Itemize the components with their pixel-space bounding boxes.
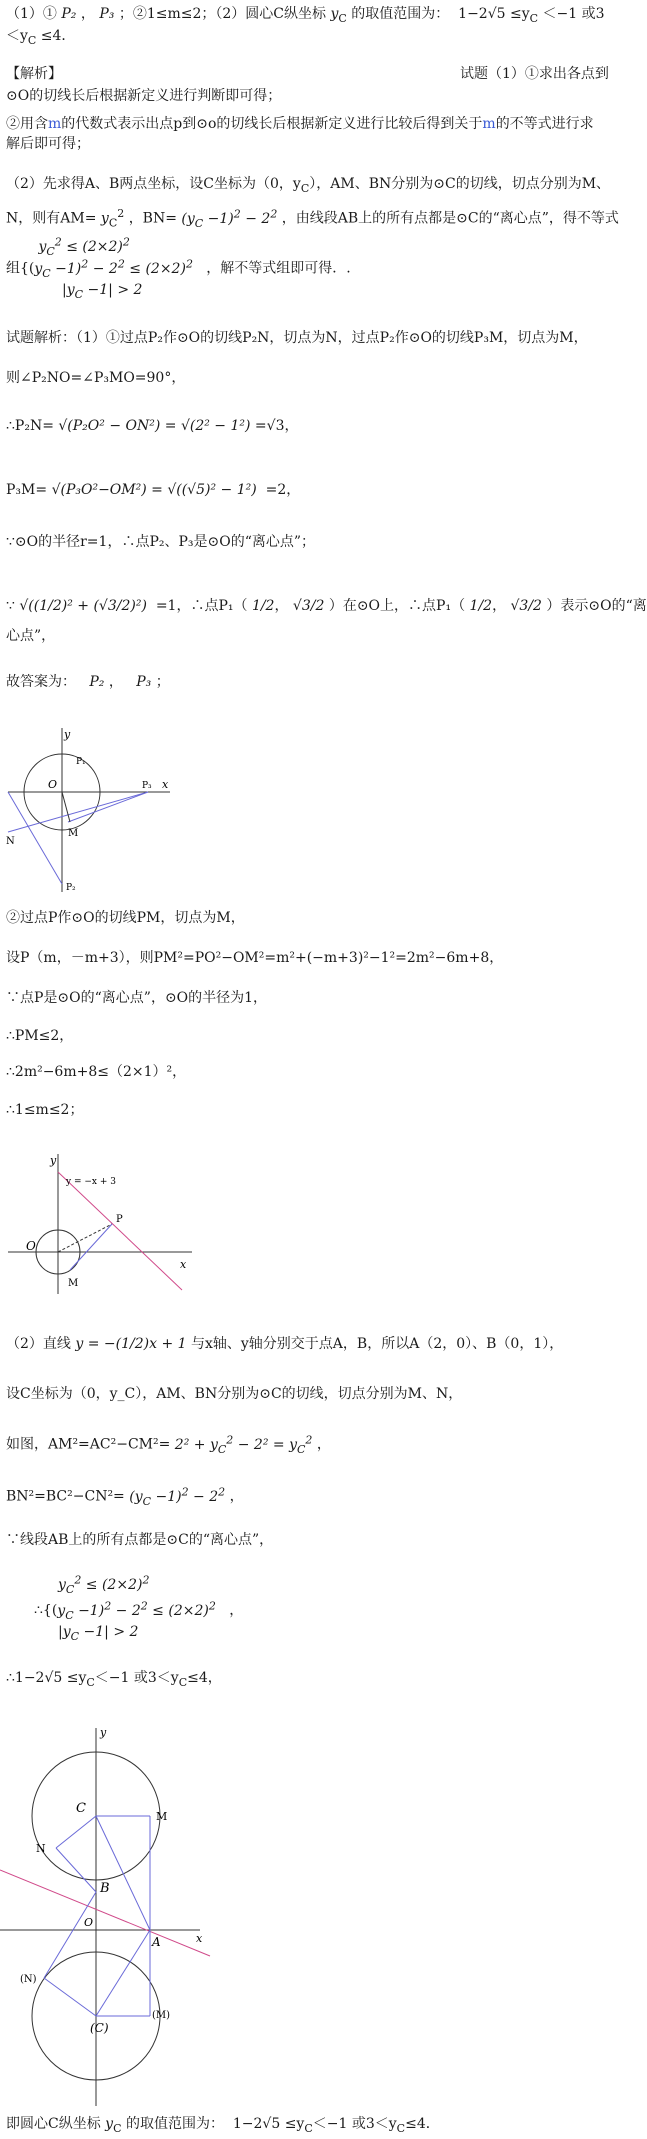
sol-line-22: 即圆心C纵坐标 $y_C$ 的取值范围为： $1-2√5 \le y_C<-1$ 或$3<y_C\le 4$． [6,2116,440,2135]
fig3-n2c2 [44,1978,96,2016]
sol-line-1: 试题解析：（1）①过点P₂作⊙O的切线P₂N，切点为N，过点P₂作⊙O的切线P₃M，切点为M， [6,330,588,346]
sol-line-21: ∴1−2√5 $\le y_C<-1$ 或$3<y_C\le 4$， [6,1670,222,1689]
sol-line-2: 则∠P₂NO=∠P₃MO=90°， [6,370,186,386]
figure-2 [4,1148,194,1298]
fig1-p2-label: P₂ [66,883,76,893]
fig2-y-label: y [50,1154,57,1167]
sol-system-1: $y_C^2 \le (2\times 2)^2$ [58,1573,150,1596]
sol-line-3: ∴P₂N= √(P₂O² − ON²) = √(2² − 1²) =√3， [6,418,299,434]
sol-line-9: ②过点P作⊙O的切线PM，切点为M， [6,910,245,926]
sol-line-15: （2）直线 y = −(1/2)x + 1 与x轴、y轴分别交于点A，B，所以A（2，0）、B（0，1）， [6,1336,564,1352]
fig1-radius [62,792,70,822]
sol-line-17: 如图，$AM^2=AC^2-CM^2= 2^2 + y_C^2 - 2^2 = y_C^2$ ， [6,1433,331,1456]
sol-line-6: ∵ √((1/2)² + (√3/2)²) =1，∴点P₁（ 1/2， √3/2 ）在⊙O上，∴点P₁（ 1/2， √3/2 ）表示⊙O的“离 [6,598,647,614]
figure-3 [0,1720,220,2110]
answer-p2: P₂ [61,6,77,22]
sol-line-18: $BN^2=BC^2-CN^2= (y_C -1)^2 - 2^2$ ， [6,1485,244,1508]
fig3-x-label: x [196,1932,203,1945]
answer-p3: P₃ [99,6,115,22]
answer-line-2: $<y_C \le 4$． [6,28,76,47]
fig3-o-label: O [84,1916,94,1929]
fig2-o-label: O [26,1239,36,1253]
fig2-p-label: P [116,1214,123,1225]
sol-line-13: ∴2m²−6m+8≤（2×1）²， [6,1064,187,1080]
sol-line-5: ∵⊙O的半径r=1，∴点P₂、P₃是⊙O的“离心点”； [6,534,316,550]
fig3-n-label: N [36,1842,46,1855]
fig3-cn [56,1816,96,1848]
fig1-x-label: x [162,778,169,791]
fig3-m-label: M [156,1810,168,1823]
fig1-line-b [68,792,148,822]
fig1-m-label: M [68,828,79,839]
sol-line-16: 设C坐标为（0，y_C），AM、BN分别为⊙C的切线，切点分别为M、N， [6,1386,463,1402]
fig2-line-label: y = −x + 3 [66,1177,116,1187]
sol-line-10: 设P（m，－m+3），则PM²=PO²−OM²=m²+(−m+3)²−1²=2m²−6m+8， [6,950,504,966]
fig1-n-label: N [6,836,15,847]
fig1-y-label: y [64,728,71,741]
sol-system-3: $|y_C -1| > 2$ [58,1624,139,1643]
analysis-system-3: $|y_C -1| > 2$ [62,282,143,301]
fig3-c2-label: (C) [90,2021,109,2035]
analysis-right: 试题（1）①求出各点到 [460,66,609,82]
fig1-o-label: O [48,778,58,791]
figure-1 [4,724,174,894]
sol-line-19: ∵线段AB上的所有点都是⊙C的“离心点”， [6,1532,274,1548]
fig3-bn2 [44,1892,96,1978]
analysis-system: 组{$(y_C -1)^2 - 2^2 \le (2\times 2)^2$ ，解不等式组即可得．. [6,257,351,280]
analysis-line-3: ②用含m的代数式表示出点p到⊙o的切线长后根据新定义进行比较后得到关于m的不等式进行求 [6,116,594,132]
sol-system-2: $\therefore\{(y_C -1)^2 - 2^2 \le (2\times 2)^2$ ， [34,1599,244,1622]
fig1-p1-label: P₁ [76,757,86,767]
sol-line-8: 故答案为： P₂ ， P₃ ； [6,674,170,690]
analysis-line-2: ⊙O的切线长后根据新定义进行判断即可得； [6,88,282,104]
sol-line-11: ∵点P是⊙O的“离心点”，⊙O的半径为1， [6,990,268,1006]
fig3-m2-label: (M) [152,2010,171,2021]
answer-line-1: （1）① P₂ ， P₃ ；②1≤m≤2；（2）圆心C纵坐标 $y_C$ 的取值范围为： $1-2√5 \le y_C <-1$ 或3 [6,6,605,25]
fig3-b-label: B [100,1881,110,1896]
fig2-x-label: x [180,1258,187,1271]
sol-line-7: 心点”， [6,628,56,644]
fig3-c-label: C [76,1801,86,1816]
fig3-n2-label: (N) [20,1974,37,1985]
analysis-line-6: N，则有$AM= y_C^2$ ，$BN= (y_C -1)^2 - 2^2$ ，由线段AB上的所有点都是⊙C的“离心点”，得不等式 [6,207,619,230]
fig3-y-label: y [100,1726,107,1739]
analysis-line-7: $y_C^2 \le (2\times 2)^2$ [38,235,130,258]
fig1-line-c [8,792,62,884]
analysis-title: 【解析】 [6,66,62,82]
fig2-pm [70,1224,112,1270]
sol-line-12: ∴PM≤2， [6,1028,74,1044]
fig2-op [58,1224,112,1252]
analysis-line-5: （2）先求得A、B两点坐标，设C坐标为（0，$y_C$），AM、BN分别为⊙C的切线，切点分别为M、 [6,176,611,195]
fig2-line [58,1172,182,1290]
sol-line-14: ∴1≤m≤2； [6,1102,84,1118]
fig3-c2a [96,1930,150,2016]
analysis-line-4: 解后即可得； [6,136,90,152]
fig2-m-label: M [68,1278,79,1289]
sol-line-4: P₃M= √(P₃O²−OM²) = √((√5)² − 1²) =2， [6,482,301,498]
fig3-a-label: A [152,1935,161,1949]
fig1-p3-label: P₃ [142,781,152,791]
